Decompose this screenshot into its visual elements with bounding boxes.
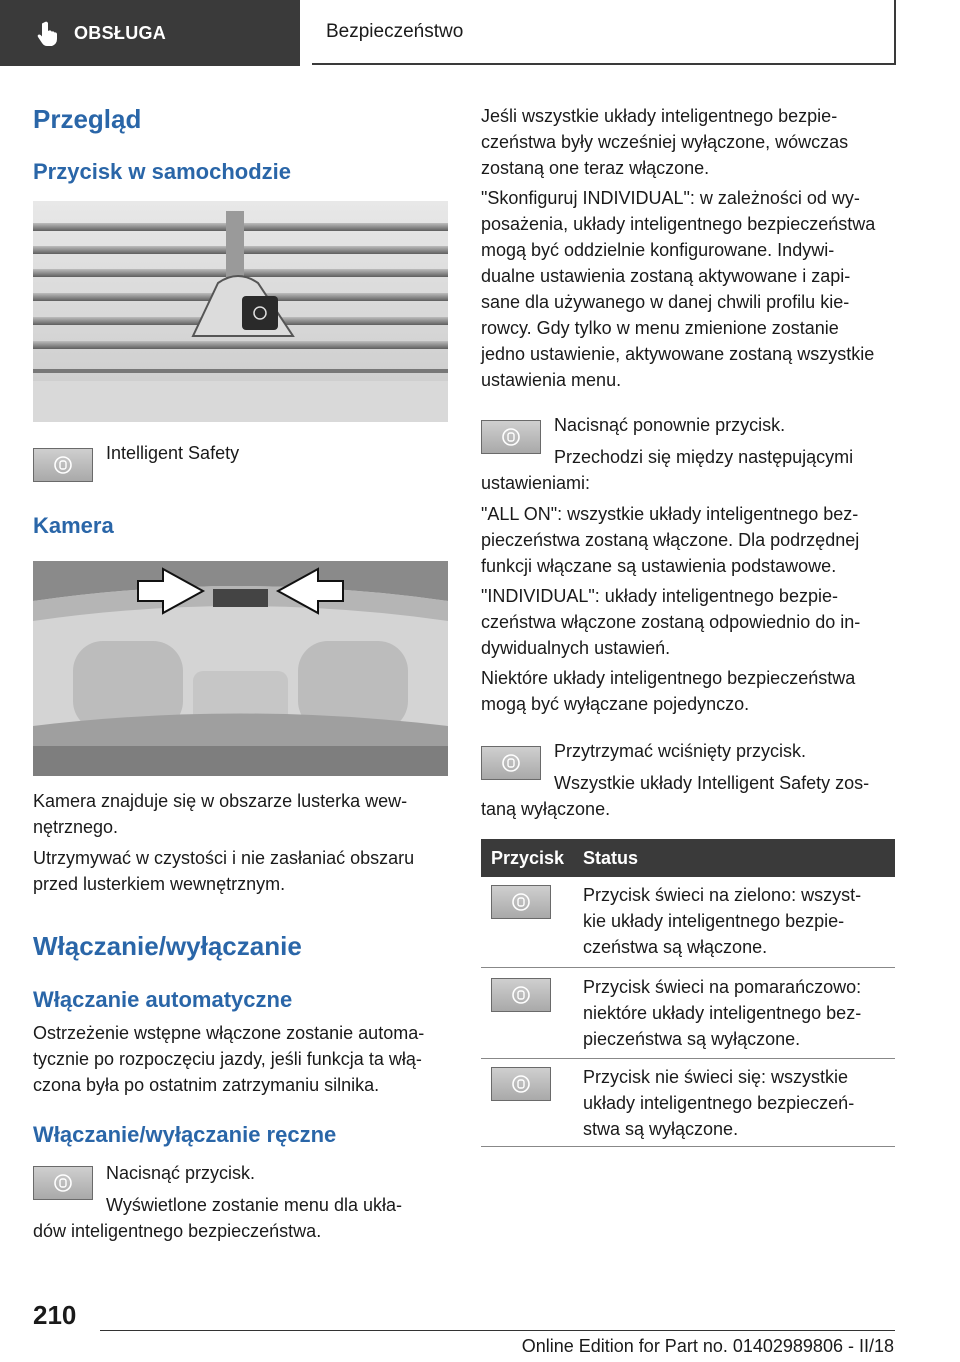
grille-button-photo bbox=[33, 201, 448, 422]
camera-text-2b: przed lusterkiem wewnętrznym. bbox=[33, 874, 286, 894]
button-orange-icon-cell bbox=[491, 978, 551, 1012]
intelligent-safety-icon bbox=[501, 427, 521, 447]
button-green-icon-cell bbox=[491, 885, 551, 919]
right-p2-1: "Skonfiguruj INDIVIDUAL": w zależności od wy‐ bbox=[481, 188, 860, 208]
intelligent-safety-icon bbox=[501, 753, 521, 773]
right-p2-2: posażenia, układy inteligentnego bezpieczeństwa bbox=[481, 214, 876, 234]
auto-text-3: czona była po ostatnim zatrzymaniu silnika. bbox=[33, 1075, 380, 1095]
manual-text-2: dów inteligentnego bezpieczeństwa. bbox=[33, 1221, 322, 1241]
col-status: Status bbox=[583, 848, 639, 868]
heading-camera: Kamera bbox=[33, 513, 114, 538]
allon-1: "ALL ON": wszystkie układy inteligentnego bez‐ bbox=[481, 504, 859, 524]
intelligent-safety-button-hold[interactable] bbox=[481, 746, 541, 780]
hand-pointer-icon bbox=[36, 20, 60, 46]
row2-l3: pieczeństwa są wyłączone. bbox=[583, 1029, 801, 1049]
intelligent-safety-icon bbox=[511, 892, 531, 912]
row1-l1: Przycisk świeci na zielono: wszyst‐ bbox=[583, 885, 862, 905]
step3: Przytrzymać wciśnięty przycisk. bbox=[554, 741, 807, 761]
camera-text-2a: Utrzymywać w czystości i nie zasłaniać obszaru bbox=[33, 848, 415, 868]
manual-step: Nacisnąć przycisk. bbox=[106, 1163, 256, 1183]
intelligent-safety-icon bbox=[53, 455, 73, 475]
allon-2: pieczeństwa zostaną włączone. Dla podrzędnej bbox=[481, 530, 860, 550]
camera-text-1a: Kamera znajduje się w obszarze lusterka wew‐ bbox=[33, 791, 408, 811]
right-p2-3: mogą być oddzielnie konfigurowane. Indywi‐ bbox=[481, 240, 835, 260]
edition-text: Online Edition for Part no. 01402989806 - II/18 bbox=[521, 1336, 894, 1356]
right-p1-2: czeństwa były wcześniej wyłączone, wówczas bbox=[481, 132, 849, 152]
camera-text-1b: nętrznego. bbox=[33, 817, 119, 837]
indiv-1: "INDIVIDUAL": układy inteligentnego bezpie‐ bbox=[481, 586, 838, 606]
row1-l3: czeństwa są włączone. bbox=[583, 937, 768, 957]
row3-l3: stwa są wyłączone. bbox=[583, 1119, 739, 1139]
col-button: Przycisk bbox=[491, 848, 565, 868]
row2-l1: Przycisk świeci na pomarańczowo: bbox=[583, 977, 862, 997]
button-off-icon-cell bbox=[491, 1067, 551, 1101]
button-caption: Intelligent Safety bbox=[106, 443, 240, 463]
row3-l1: Przycisk nie świeci się: wszystkie bbox=[583, 1067, 849, 1087]
intelligent-safety-button[interactable] bbox=[33, 448, 93, 482]
step3-text-2: taną wyłączone. bbox=[481, 799, 611, 819]
step2-text-1: Przechodzi się między następującymi bbox=[554, 447, 854, 467]
intelligent-safety-icon bbox=[511, 985, 531, 1005]
intelligent-safety-button-manual[interactable] bbox=[33, 1166, 93, 1200]
row3-l2: układy inteligentnego bezpieczeń‐ bbox=[583, 1093, 855, 1113]
chapter-label: Bezpieczeństwo bbox=[326, 20, 464, 42]
allon-3: funkcji włączane są ustawienia podstawowe. bbox=[481, 556, 837, 576]
row2-l2: niektóre układy inteligentnego bez‐ bbox=[583, 1003, 862, 1023]
right-p2-5: sane dla używanego w danej chwili profilu kie‐ bbox=[481, 292, 850, 312]
page-number: 210 bbox=[33, 1300, 77, 1330]
auto-text-1: Ostrzeżenie wstępne włączone zostanie automa‐ bbox=[33, 1023, 425, 1043]
right-p2-8: ustawienia menu. bbox=[481, 370, 622, 390]
heading-overview: Przegląd bbox=[33, 104, 142, 134]
intelligent-safety-button-again[interactable] bbox=[481, 420, 541, 454]
heading-auto-on: Włączanie automatyczne bbox=[33, 987, 293, 1012]
indiv-2: czeństwa włączone zostaną odpowiednio do in‐ bbox=[481, 612, 861, 632]
chapter-tab[interactable] bbox=[312, 0, 896, 65]
some-1: Niektóre układy inteligentnego bezpieczeństwa bbox=[481, 668, 856, 688]
step2: Nacisnąć ponownie przycisk. bbox=[554, 415, 786, 435]
table-row bbox=[481, 1059, 895, 1147]
indiv-3: dywidualnych ustawień. bbox=[481, 638, 671, 658]
right-p2-6: rowcy. Gdy tylko w menu zmienione zostanie bbox=[481, 318, 839, 338]
some-2: mogą być wyłączane pojedynczo. bbox=[481, 694, 750, 714]
section-tab[interactable] bbox=[0, 0, 300, 66]
auto-text-2: tycznie po rozpoczęciu jazdy, jeśli funkcja ta włą‐ bbox=[33, 1049, 422, 1069]
right-p2-7: jedno ustawienie, aktywowane zostaną wszystkie bbox=[481, 344, 875, 364]
table-row bbox=[481, 877, 895, 968]
step3-text-1: Wszystkie układy Intelligent Safety zos‐ bbox=[554, 773, 870, 793]
right-p2-4: dualne ustawienia zostaną aktywowane i zapi‐ bbox=[481, 266, 851, 286]
step2-text-2: ustawieniami: bbox=[481, 473, 591, 493]
status-table-header bbox=[481, 839, 895, 877]
intelligent-safety-icon bbox=[511, 1074, 531, 1094]
camera-photo bbox=[33, 561, 448, 776]
right-p1-1: Jeśli wszystkie układy inteligentnego bezpie‐ bbox=[481, 106, 838, 126]
intelligent-safety-icon bbox=[53, 1173, 73, 1193]
heading-manual-on-off: Włączanie/wyłączanie ręczne bbox=[33, 1122, 337, 1147]
manual-text-1: Wyświetlone zostanie menu dla ukła‐ bbox=[106, 1195, 402, 1215]
section-label: OBSŁUGA bbox=[74, 22, 167, 43]
right-p1-3: zostaną one teraz włączone. bbox=[481, 158, 710, 178]
heading-button-in-car: Przycisk w samochodzie bbox=[33, 159, 291, 184]
footer-divider bbox=[100, 1330, 895, 1331]
heading-on-off: Włączanie/wyłączanie bbox=[33, 931, 302, 961]
row1-l2: kie układy inteligentnego bezpie‐ bbox=[583, 911, 845, 931]
table-row bbox=[481, 968, 895, 1059]
